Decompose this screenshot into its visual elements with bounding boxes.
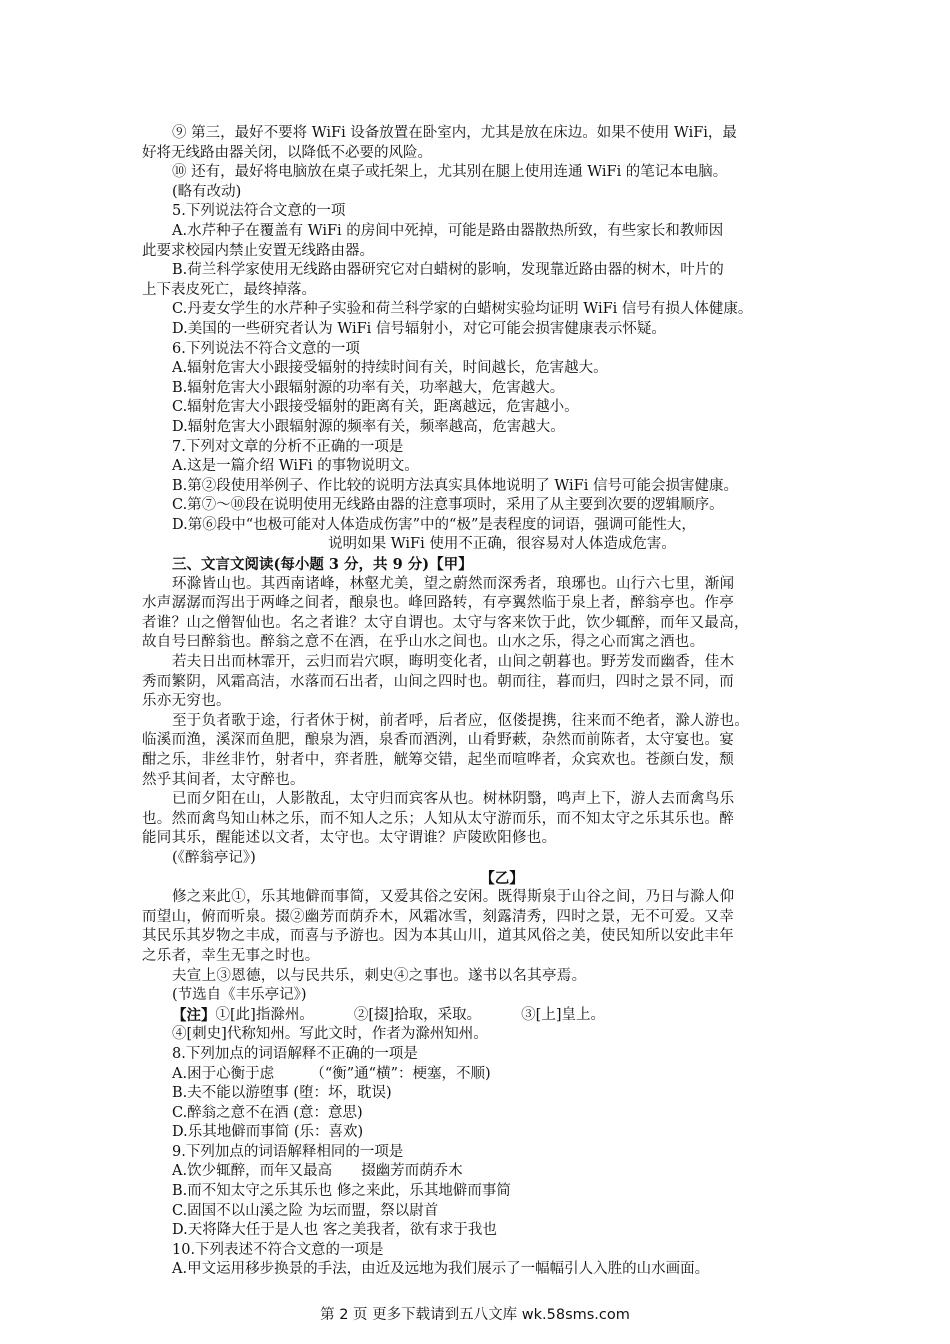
text-line: 三、文言文阅读(每小题 3 分，共 9 分)【甲】: [172, 556, 473, 574]
text-line: D.乐其地僻而事简 (乐：喜欢): [172, 1124, 364, 1141]
text-line: A.水芹种子在覆盖有 WiFi 的房间中死掉，可能是路由器散热所致，有些家长和教师因: [172, 222, 724, 239]
text-line: A.甲文运用移步换景的手法，由近及远地为我们展示了一幅幅引人入胜的山水画面。: [172, 1261, 710, 1278]
text-line: D.辐射危害大小跟辐射源的频率有关，频率越高，危害越大。: [172, 418, 565, 435]
text-line: 其民乐其岁物之丰成，而喜与予游也。因为本其山川，道其风俗之美，使民知所以安此丰年: [142, 928, 734, 945]
text-line: 若夫日出而林霏开，云归而岩穴暝，晦明变化者，山间之朝暮也。野芳发而幽香，佳木: [172, 654, 735, 671]
text-line: A.困于心衡于虑 （“衡”通“横”：梗塞，不顺): [172, 1065, 491, 1082]
text-line: 故自号曰醉翁也。醉翁之意不在酒，在乎山水之间也。山水之乐，得之心而寓之酒也。: [142, 634, 705, 651]
text-line: 说明如果 WiFi 使用不正确，很容易对人体造成危害。: [328, 536, 676, 553]
text-line: B.夫不能以游堕事 (堕：坏，耽误): [172, 1085, 392, 1102]
page-footer: 第 2 页 更多下载请到五八文库 wk.58sms.com: [320, 1307, 630, 1323]
text-line: 【乙】: [480, 869, 524, 887]
text-line: 而望山，俯而听泉。掇②幽芳而荫乔木，风霜冰雪，刻露清秀，四时之景，无不可爱。又幸: [142, 908, 734, 925]
text-line: 酣之乐，非丝非竹，射者中，弈者胜，觥筹交错，起坐而喧哗者，众宾欢也。苍颜白发，颓: [142, 752, 734, 768]
note-2: ②[掇]拾取，采取。: [353, 1006, 482, 1023]
text-line: 之乐者，幸生无事之时也。: [142, 947, 320, 964]
text-line: C.辐射危害大小跟接受辐射的距离有关，距离越远，危害越小。: [172, 399, 579, 416]
text-line: 能同其乐，醒能述以文者，太守也。太守谓谁？庐陵欧阳修也。: [142, 830, 557, 847]
text-line: ⑨ 第三，最好不要将 WiFi 设备放置在卧室内，尤其是放在床边。如果不使用 WiFi，最: [172, 125, 737, 141]
text-line: 然乎其间者，太守醉也。: [142, 771, 305, 788]
text-line: A.饮少辄醉，而年又最高 掇幽芳而荫乔木: [172, 1163, 463, 1180]
text-line: 秀而繁阴，风霜高洁，水落而石出者，山间之四时也。朝而往，暮而归，四时之景不同，而: [142, 673, 734, 690]
note-1: ①[此]指滁州。: [215, 1006, 314, 1023]
text-line: 已而夕阳在山，人影散乱，太守归而宾客从也。树林阴翳，鸣声上下，游人去而禽鸟乐: [172, 791, 735, 808]
note-3: ③[上]皇上。: [521, 1006, 605, 1023]
text-line: 临溪而渔，溪深而鱼肥，酿泉为酒，泉香而酒洌，山肴野蔌，杂然而前陈者，太守宴也。宴: [142, 732, 734, 749]
text-line: B.而不知太守之乐其乐也 修之来此，乐其地僻而事简: [172, 1183, 511, 1200]
text-line: B.第②段使用举例子、作比较的说明方法真实具体地说明了 WiFi 信号可能会损害健康。: [172, 477, 738, 494]
note-4: ④[刺史]代称知州。写此文时，作者为滁州知州。: [172, 1026, 488, 1043]
text-line: D.美国的一些研究者认为 WiFi 信号辐射小，对它可能会损害健康表示怀疑。: [172, 320, 666, 337]
text-line: 7.下列对文章的分析不正确的一项是: [172, 438, 404, 455]
text-line: 至于负者歌于途，行者休于树，前者呼，后者应，伛偻提携，往来而不绝者，滁人游也。: [172, 712, 750, 729]
text-line: (《醉翁亭记》): [172, 849, 256, 866]
text-line: (略有改动): [172, 183, 242, 200]
text-line: 者谁？山之僧智仙也。名之者谁？太守自谓也。太守与客来饮于此，饮少辄醉，而年又最高，: [142, 614, 749, 631]
text-line: 好将无线路由器关闭，以降低不必要的风险。: [142, 144, 432, 161]
text-line: C.丹麦女学生的水芹种子实验和荷兰科学家的白蜡树实验均证明 WiFi 信号有损人体健康。: [172, 301, 753, 318]
text-line: B.荷兰科学家使用无线路由器研究它对白蜡树的影响，发现靠近路由器的树木，叶片的: [172, 262, 724, 279]
text-line: (节选自《丰乐亭记》): [172, 987, 307, 1004]
text-line: C.醉翁之意不在酒 (意：意思): [172, 1104, 363, 1121]
text-line: 修之来此①，乐其地僻而事简，又爱其俗之安闲。既得斯泉于山谷之间，乃日与滁人仰: [172, 889, 735, 906]
document-body: [142, 124, 832, 1280]
text-line: 上下表皮死亡，最终掉落。: [142, 281, 316, 298]
text-line: A.这是一篇介绍 WiFi 的事物说明文。: [172, 458, 419, 475]
text-line: D.第⑥段中“也极可能对人体造成伤害”中的“极”是表程度的词语，强调可能性大，: [172, 516, 696, 533]
text-line: C.第⑦～⑩段在说明使用无线路由器的注意事项时，采用了从主要到次要的逻辑顺序。: [172, 497, 724, 514]
text-line: 夫宣上③恩德，以与民共乐，刺史④之事也。遂书以名其亭焉。: [172, 967, 587, 984]
text-line: A.辐射危害大小跟接受辐射的持续时间有关，时间越长，危害越大。: [172, 360, 608, 377]
text-line: 6.下列说法不符合文意的一项: [172, 340, 360, 357]
text-line: D.天将降大任于是人也 客之美我者，欲有求于我也: [172, 1222, 497, 1239]
text-line: 水声潺潺而泻出于两峰之间者，酿泉也。峰回路转，有亭翼然临于泉上者，醉翁亭也。作亭: [142, 595, 734, 612]
text-line: ⑩ 还有，最好将电脑放在桌子或托架上，尤其别在腿上使用连通 WiFi 的笔记本电脑。: [172, 164, 728, 181]
text-line: 此要求校园内禁止安置无线路由器。: [142, 242, 374, 259]
text-line: 5.下列说法符合文意的一项: [172, 203, 346, 220]
text-line: 乐亦无穷也。: [142, 693, 231, 710]
text-line: B.辐射危害大小跟辐射源的功率有关，功率越大，危害越大。: [172, 379, 565, 396]
text-line: 8.下列加点的词语解释不正确的一项是: [172, 1045, 418, 1062]
text-line: C.固国不以山溪之险 为坛而盟，祭以尉首: [172, 1202, 439, 1219]
text-line: 也。然而禽鸟知山林之乐，而不知人之乐；人知从太守游而乐，而不知太守之乐其乐也。醉: [142, 810, 734, 827]
text-line: 9.下列加点的词语解释相同的一项是: [172, 1143, 404, 1160]
notes-label: 【注】: [172, 1006, 216, 1024]
notes-row: [172, 1006, 832, 1026]
text-line: 10.下列表述不符合文意的一项是: [172, 1241, 384, 1258]
text-line: 环滁皆山也。其西南诸峰，林壑尤美，望之蔚然而深秀者，琅琊也。山行六七里，渐闻: [172, 575, 735, 592]
